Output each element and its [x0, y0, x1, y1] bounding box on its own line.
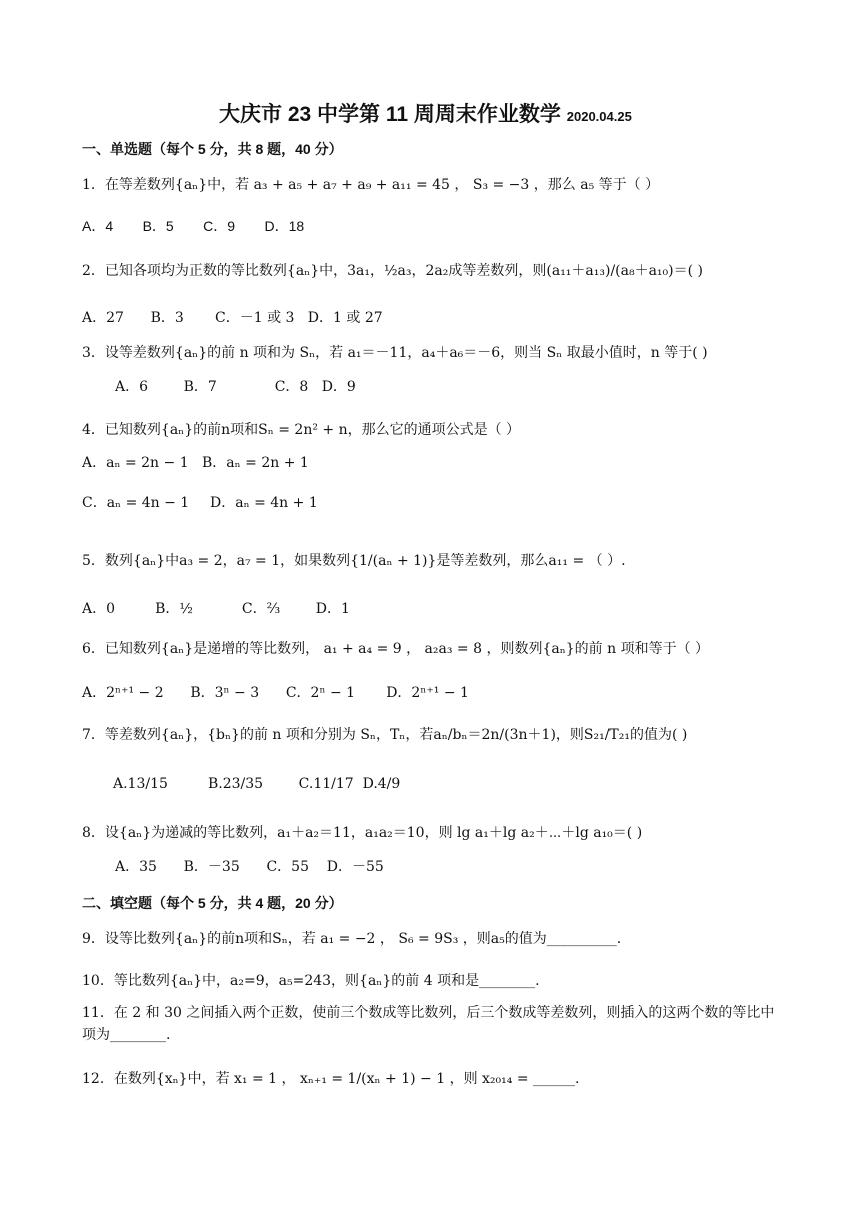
question-4-option-b: B．aₙ = 2n + 1 — [202, 455, 309, 471]
option-d: D．1 或 27 — [307, 310, 383, 326]
title-text: 大庆市 23 中学第 11 周周末作业数学 — [219, 103, 561, 126]
option-b: B．7 — [183, 379, 217, 395]
section-heading-single-choice: 一、单选题（每个 5 分，共 8 题，40 分） — [82, 141, 343, 157]
option-d: D．2ⁿ⁺¹ − 1 — [386, 685, 469, 701]
question-4: 4．已知数列{aₙ}的前n项和Sₙ = 2n² + n，那么它的通项公式是（ ） — [82, 422, 521, 438]
question-4-option-d: D．aₙ = 4n + 1 — [210, 495, 318, 511]
option-c: C．55 — [266, 859, 309, 875]
option-d: D．－55 — [326, 859, 384, 875]
option-a: A．0 — [82, 601, 116, 617]
option-c: C．⅔ — [241, 601, 281, 617]
question-10: 10．等比数列{aₙ}中，a₂=9，a₅=243，则{aₙ}的前 4 项和是________. — [82, 973, 540, 989]
question-3: 3．设等差数列{aₙ}的前 n 项和为 Sₙ，若 a₁＝－11，a₄＋a₆＝－6，则当 Sₙ 取最小值时，n 等于( ) — [82, 345, 708, 361]
option-d: D．1 — [315, 601, 350, 617]
option-d: D．18 — [264, 218, 305, 234]
option-d: D．9 — [321, 379, 356, 395]
option-d: D.4/9 — [362, 776, 401, 792]
option-b: B．3 — [150, 310, 184, 326]
question-8-options — [115, 856, 384, 876]
page-title — [219, 98, 632, 128]
option-c: C．9 — [203, 218, 236, 234]
option-a: A．2ⁿ⁺¹ − 2 — [82, 685, 164, 701]
question-4-option-a: A．aₙ = 2n − 1 — [82, 455, 189, 471]
title-date: 2020.04.25 — [566, 109, 632, 124]
option-b: B.23/35 — [207, 776, 264, 792]
question-7-options — [113, 776, 400, 792]
section-heading-fill-in: 二、填空题（每个 5 分，共 4 题，20 分） — [82, 895, 343, 911]
question-5: 5．数列{aₙ}中a₃ = 2，a₇ = 1，如果数列{1/(aₙ + 1)}是等差数列，那么a₁₁ = （ ）. — [82, 553, 626, 569]
question-5-options — [82, 598, 350, 618]
question-2: 2．已知各项均为正数的等比数列{aₙ}中，3a₁，½a₃，2a₂成等差数列，则(a₁₁＋a₁₃)/(a₈＋a₁₀)＝( ) — [82, 263, 703, 279]
option-b: B．½ — [155, 601, 193, 617]
option-c: C．2ⁿ − 1 — [285, 685, 356, 701]
question-7: 7．等差数列{aₙ}，{bₙ}的前 n 项和分别为 Sₙ，Tₙ，若aₙ/bₙ＝2n/(3n＋1)，则S₂₁/T₂₁的值为( ) — [82, 727, 688, 743]
option-a: A．6 — [115, 379, 149, 395]
question-3-options — [115, 376, 356, 396]
option-a: A．27 — [82, 310, 124, 326]
question-1: 1．在等差数列{aₙ}中，若 a₃ + a₅ + a₇ + a₉ + a₁₁ = 45 ， S₃ = −3 ，那么 a₅ 等于（ ） — [82, 177, 660, 193]
question-8: 8．设{aₙ}为递减的等比数列，a₁＋a₂＝11，a₁a₂＝10，则 lg a₁＋lg a₂＋⋯＋lg a₁₀＝( ) — [82, 825, 643, 841]
question-6: 6．已知数列{aₙ}是递增的等比数列， a₁ + a₄ = 9 ， a₂a₃ = 8 ，则数列{aₙ}的前 n 项和等于（ ） — [82, 641, 710, 657]
question-12: 12．在数列{xₙ}中，若 x₁ = 1 ， xₙ₊₁ = 1/(xₙ + 1) − 1 ，则 x₂₀₁₄ = ______. — [82, 1071, 580, 1087]
option-a: A.13/15 — [113, 776, 168, 792]
option-c: C．8 — [274, 379, 309, 395]
option-b: B．3ⁿ − 3 — [190, 685, 260, 701]
option-c: C.11/17 — [298, 776, 354, 792]
question-4-option-c: C．aₙ = 4n − 1 — [82, 495, 190, 511]
option-a: A．4 — [82, 218, 114, 234]
question-1-options — [82, 216, 304, 236]
question-11: 11．在 2 和 30 之间插入两个正数，使前三个数成等比数列，后三个数成等差数列，则插入的这两个数的等比中项为________. — [82, 1005, 775, 1043]
question-9: 9．设等比数列{aₙ}的前n项和Sₙ，若 a₁ = −2 ， S₆ = 9S₃ ，则a₅的值为__________. — [82, 931, 622, 947]
question-6-options — [82, 682, 469, 702]
option-a: A．35 — [115, 859, 157, 875]
option-b: B．5 — [142, 218, 174, 234]
question-2-options — [82, 307, 383, 327]
option-c: C．－1 或 3 — [215, 310, 295, 326]
option-b: B．－35 — [183, 859, 240, 875]
